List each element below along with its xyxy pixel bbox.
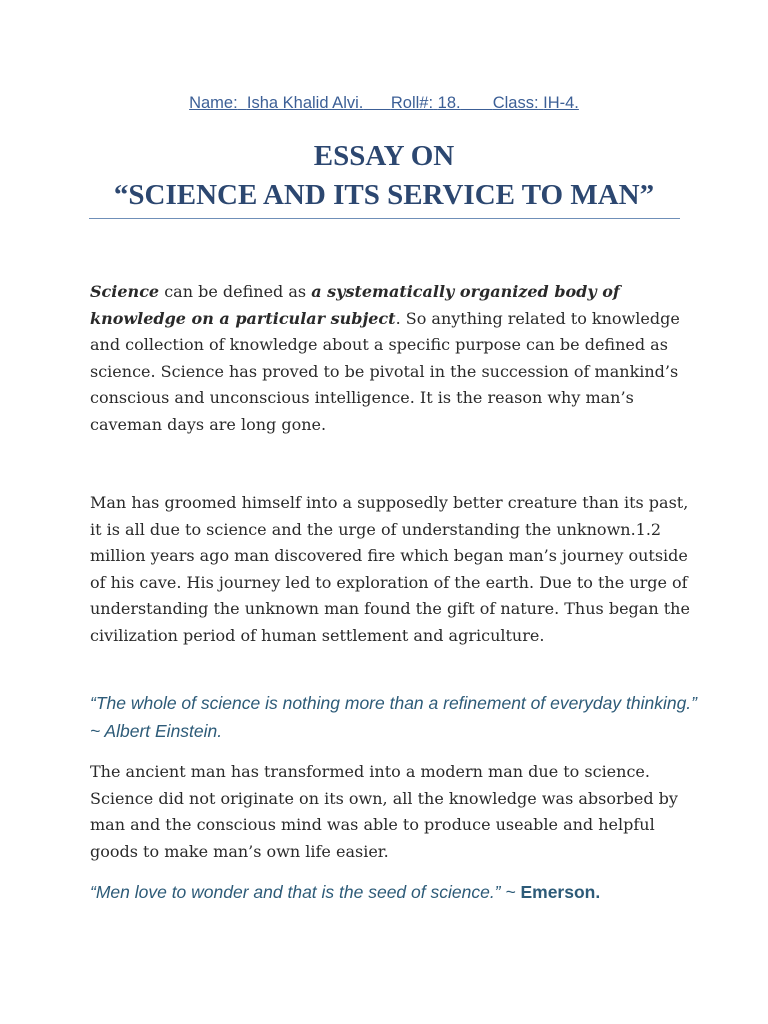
title-line-1: ESSAY ON bbox=[313, 140, 455, 172]
science-definition: a systematically organized body of knowledge on a particular subject bbox=[90, 282, 620, 328]
paragraph-history: Man has groomed himself into a supposedly better creature than its past, it is all due to science and the urge of understanding the unknown.1.2 million years ago man discovered fire which began man’s journey outside of his cave. His journey led to exploration of the earth. Due to the urge of understanding the unknown man found the gift of nature. Thus began the civilization period of human settlement and agriculture. bbox=[90, 493, 690, 645]
class-label: Class: bbox=[492, 94, 539, 112]
paragraph-intro bbox=[90, 279, 690, 439]
roll-number: 18. bbox=[437, 94, 461, 112]
student-info-header bbox=[0, 94, 768, 113]
class-value: IH-4. bbox=[543, 94, 579, 112]
emerson-quote bbox=[90, 878, 700, 906]
student-name: Isha Khalid Alvi. bbox=[246, 94, 364, 112]
name-label: Name: bbox=[189, 94, 238, 112]
term-science: Science bbox=[90, 282, 160, 301]
intro-lead: can be defined as bbox=[159, 282, 312, 301]
roll-label: Roll#: bbox=[390, 94, 434, 112]
essay-title bbox=[0, 137, 768, 215]
einstein-quote: “The whole of science is nothing more than a refinement of everyday thinking.” ~ Albert Einstein. bbox=[90, 693, 697, 741]
title-divider bbox=[89, 218, 680, 219]
title-line-2: “SCIENCE AND ITS SERVICE TO MAN” bbox=[113, 179, 655, 211]
intro-rest: . So anything related to knowledge and collection of knowledge about a specific purpose can be defined as science. Science has proved to be pivotal in the succession of mankind’s conscious and unconscious intelligence. It is the reason why man’s caveman days are long gone. bbox=[90, 308, 680, 434]
emerson-quote-text: “Men love to wonder and that is the seed of science.” ~ bbox=[90, 882, 516, 902]
emerson-author: Emerson. bbox=[515, 882, 601, 902]
paragraph-modern-man: The ancient man has transformed into a modern man due to science. Science did not originate on its own, all the knowledge was absorbed by man and the conscious mind was able to produce useable and helpful goods to make man’s own life easier. bbox=[90, 762, 678, 861]
